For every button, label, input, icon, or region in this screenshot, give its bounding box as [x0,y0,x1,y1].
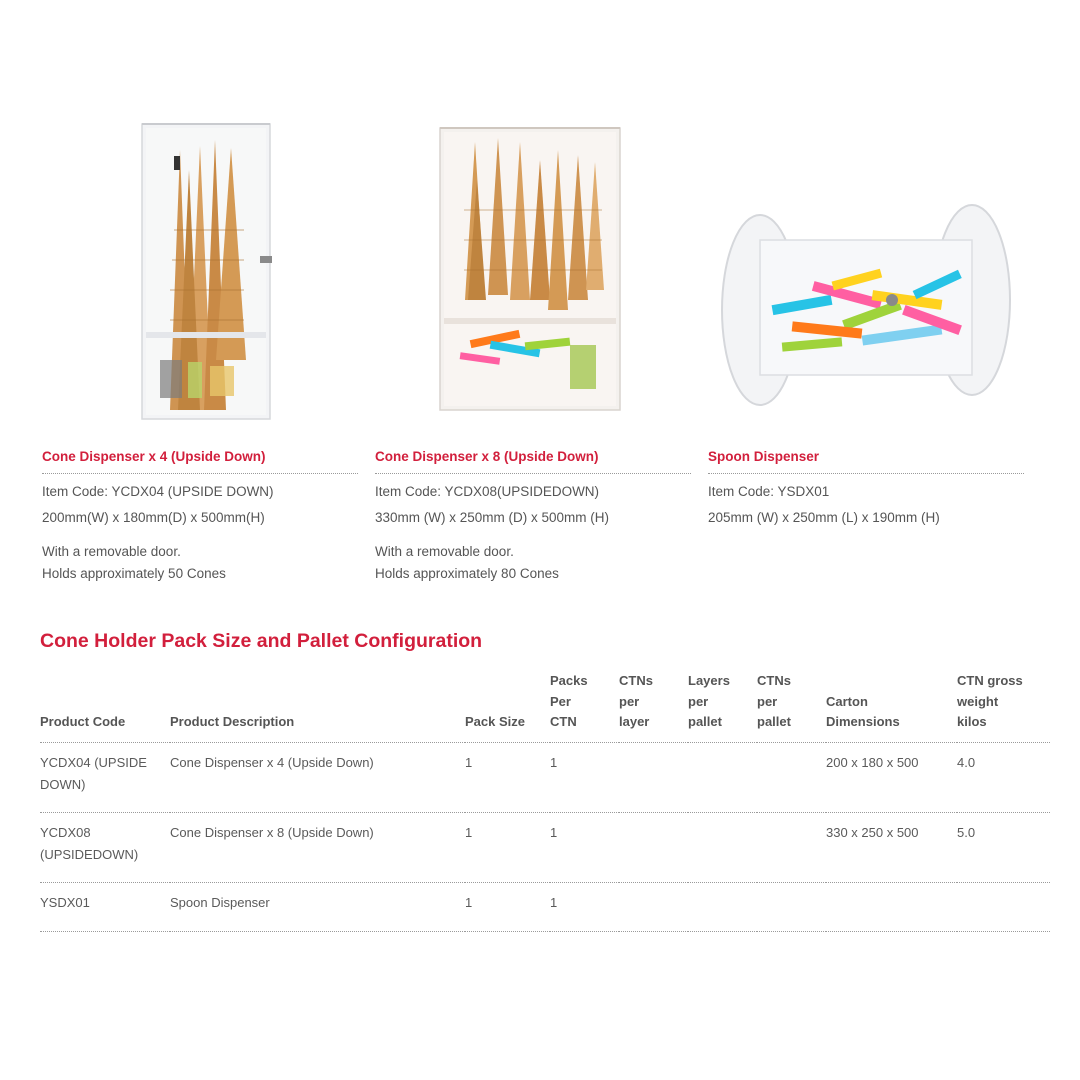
column-header-line: Packs [550,673,588,688]
column-header-line: per [619,693,640,709]
column-header-line: Dimensions [826,714,900,729]
column-header-line: Product Description [170,714,295,729]
product-notes [375,541,691,585]
column-header-line: layer [619,714,650,729]
table-cell [688,812,757,882]
table-cell [957,882,1050,931]
column-header-line: Per [550,693,571,709]
table-cell-line: 4.0 [957,754,976,770]
column-header [688,671,757,742]
table-cell [826,882,957,931]
table-cell-line: YCDX04 (UPSIDE [40,754,147,770]
table-row [40,742,1050,812]
table-cell-line: YSDX01 [40,894,90,910]
table-cell [619,882,688,931]
product-name: Cone Dispenser x 8 (Upside Down) [375,449,691,474]
table-row [40,812,1050,882]
column-header-line: Carton [826,693,868,709]
table-cell-line: 1 [465,894,473,910]
table-cell [40,742,170,812]
table-cell [757,812,826,882]
table-cell-line: 200 x 180 x 500 [826,754,919,770]
column-header [757,671,826,742]
column-header [170,671,465,742]
column-header-line: pallet [757,714,791,729]
table-cell [826,742,957,812]
product-note: With a removable door. [375,544,514,559]
table-cell [465,812,550,882]
column-header-line: weight [957,693,999,709]
table-cell [757,742,826,812]
table-cell-line: 1 [465,824,473,840]
table-cell [688,742,757,812]
product-dimensions: 200mm(W) x 180mm(D) x 500mm(H) [42,510,265,525]
table-cell [465,742,550,812]
table-row [40,882,1050,931]
product-name: Cone Dispenser x 4 (Upside Down) [42,449,358,474]
table-cell [170,812,465,882]
table-cell-line: Cone Dispenser x 8 (Upside Down) [170,824,374,840]
table-cell [757,882,826,931]
product-dimensions: 205mm (W) x 250mm (L) x 190mm (H) [708,510,940,525]
table-cell [550,882,619,931]
column-header-line: Layers [688,673,730,688]
column-header-line: pallet [688,714,722,729]
column-header [550,671,619,742]
table-cell-line: Spoon Dispenser [170,894,270,910]
column-header-line: per [757,693,778,709]
column-header [465,671,550,742]
cone-dispenser-8-photo [430,120,630,425]
column-header [957,671,1050,742]
cone-dispenser-4-photo [120,110,290,430]
table-cell [40,882,170,931]
column-header-line: CTNs [757,673,791,688]
column-header [826,671,957,742]
product-notes [42,541,358,585]
product-dimensions: 330mm (W) x 250mm (D) x 500mm (H) [375,510,610,525]
spoon-dispenser-photo [712,200,1017,425]
table-cell [688,882,757,931]
table-cell [957,812,1050,882]
column-header [619,671,688,742]
table-cell-line: DOWN) [40,776,86,792]
pack-size-table [40,671,1050,932]
table-cell [170,742,465,812]
table-header-row [40,671,1050,742]
column-header-line: kilos [957,714,987,729]
item-code: Item Code: YCDX04 (UPSIDE DOWN) [42,484,274,499]
table-cell-line: 1 [550,824,558,840]
table-cell-line: 1 [550,894,558,910]
section-title: Cone Holder Pack Size and Pallet Configuration [40,630,483,652]
product-card-1 [42,449,358,585]
product-card-3 [708,449,1024,525]
table-cell [40,812,170,882]
column-header-line: CTN [550,714,577,729]
product-card-2 [375,449,691,585]
column-header-line: Product Code [40,714,126,729]
table-cell-line: 1 [550,754,558,770]
table-cell-line: Cone Dispenser x 4 (Upside Down) [170,754,374,770]
table-cell [619,812,688,882]
table-cell [550,812,619,882]
column-header-line: CTN gross [957,673,1023,688]
table-cell [170,882,465,931]
table-cell [619,742,688,812]
table-cell [465,882,550,931]
product-note: With a removable door. [42,544,181,559]
product-note: Holds approximately 50 Cones [42,566,226,581]
table-cell-line: (UPSIDEDOWN) [40,846,139,862]
product-note: Holds approximately 80 Cones [375,566,559,581]
table-cell [550,742,619,812]
table-cell-line: 1 [465,754,473,770]
item-code: Item Code: YCDX08(UPSIDEDOWN) [375,484,600,499]
column-header [40,671,170,742]
table-cell-line: YCDX08 [40,824,91,840]
product-name: Spoon Dispenser [708,449,1024,474]
table-cell-line: 5.0 [957,824,976,840]
table-cell [826,812,957,882]
column-header-line: Pack Size [465,714,525,729]
item-code: Item Code: YSDX01 [708,484,830,499]
table-cell-line: 330 x 250 x 500 [826,824,919,840]
column-header-line: CTNs [619,673,653,688]
column-header-line: per [688,693,709,709]
table-cell [957,742,1050,812]
